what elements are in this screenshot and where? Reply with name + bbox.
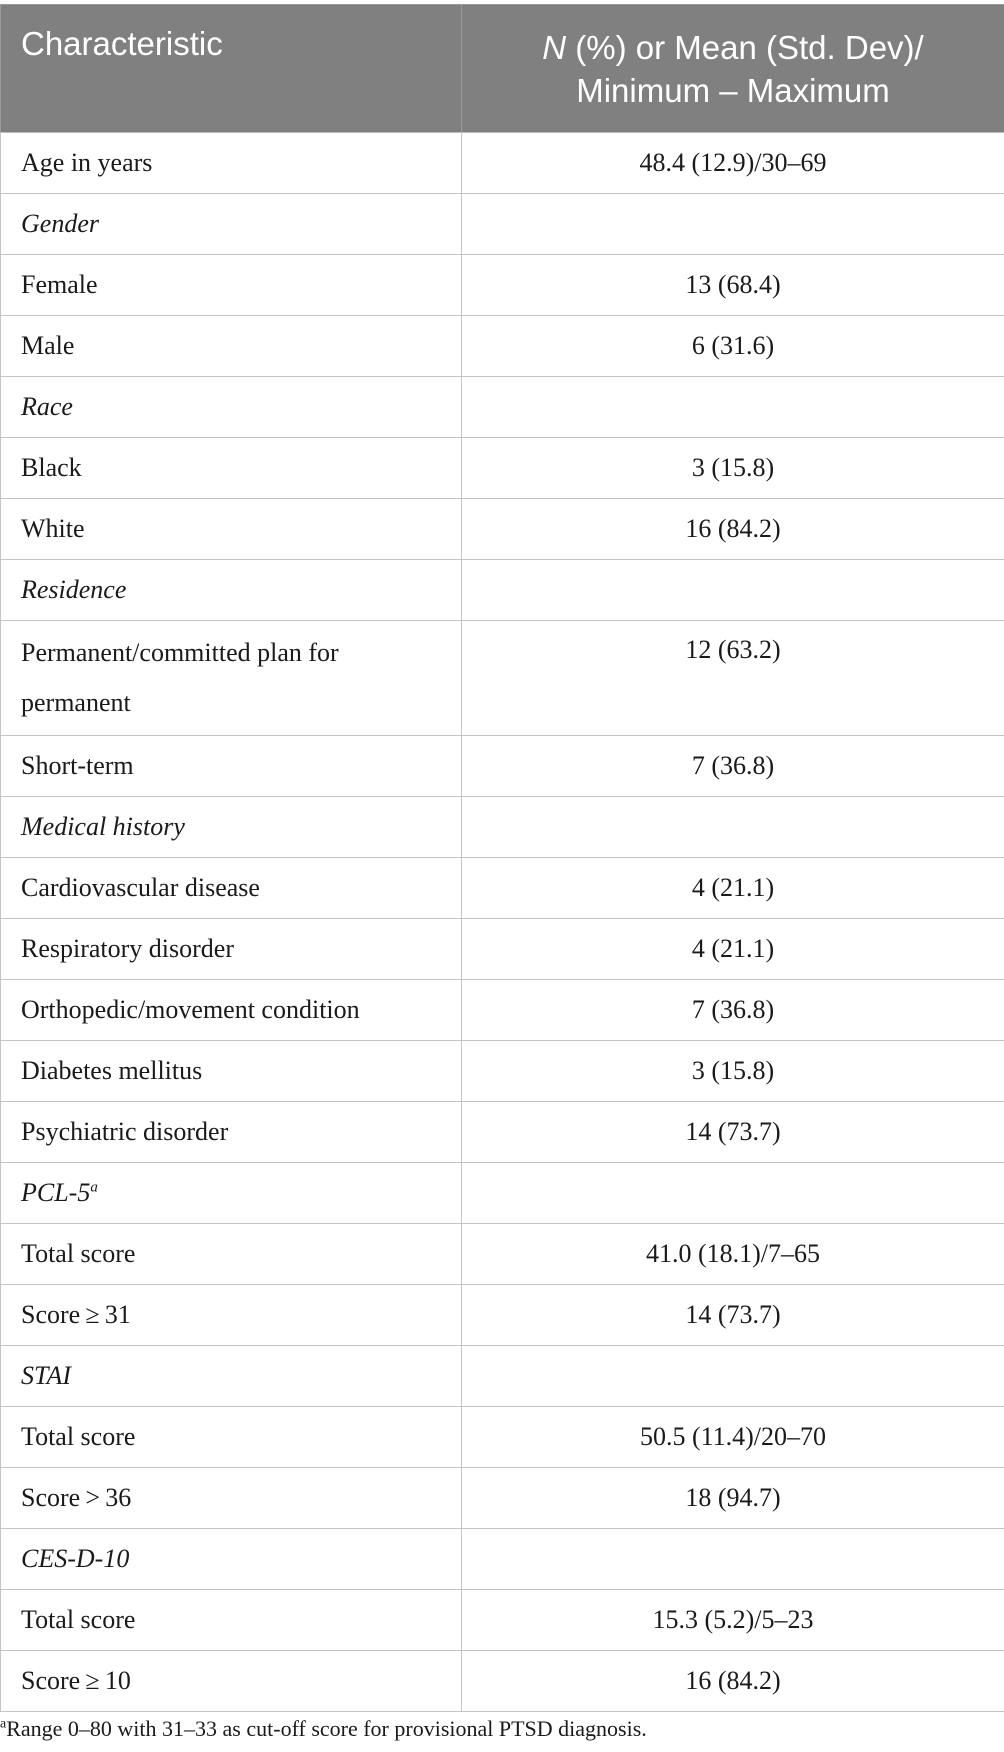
category-row [1, 797, 1004, 858]
row-label: White [1, 499, 462, 560]
category-row [1, 1163, 1004, 1224]
table-row [1, 1651, 1004, 1712]
row-label: Black [1, 438, 462, 499]
header-row [1, 5, 1004, 133]
table-row [1, 255, 1004, 316]
category-label: Gender [1, 194, 462, 255]
row-value: 3 (15.8) [462, 438, 1004, 499]
row-label: Psychiatric disorder [1, 1102, 462, 1163]
characteristics-table-container [0, 4, 1004, 1712]
category-label-text: PCL-5 [21, 1178, 91, 1207]
table-row [1, 1041, 1004, 1102]
row-value: 41.0 (18.1)/7–65 [462, 1224, 1004, 1285]
category-label: CES-D-10 [1, 1529, 462, 1590]
table-row [1, 1468, 1004, 1529]
category-label [1, 1163, 462, 1224]
table-row [1, 919, 1004, 980]
header-statistic [462, 5, 1004, 133]
row-value [462, 797, 1004, 858]
row-label: Cardiovascular disease [1, 858, 462, 919]
table-footnote [0, 1714, 647, 1744]
row-label: Age in years [1, 133, 462, 194]
header-characteristic: Characteristic [1, 5, 462, 133]
category-row [1, 1529, 1004, 1590]
table-row [1, 438, 1004, 499]
table-row [1, 980, 1004, 1041]
row-value [462, 377, 1004, 438]
row-value: 16 (84.2) [462, 1651, 1004, 1712]
row-value [462, 1529, 1004, 1590]
header-stat-line1: (%) or Mean (Std. Dev)/ [566, 28, 924, 66]
category-label: Medical history [1, 797, 462, 858]
table-row [1, 736, 1004, 797]
category-label: STAI [1, 1346, 462, 1407]
row-value: 3 (15.8) [462, 1041, 1004, 1102]
row-value [462, 1163, 1004, 1224]
row-label: Male [1, 316, 462, 377]
table-row [1, 858, 1004, 919]
category-label: Residence [1, 560, 462, 621]
row-label [1, 621, 462, 736]
table-row [1, 1224, 1004, 1285]
row-value [462, 560, 1004, 621]
row-value [462, 1346, 1004, 1407]
table-row [1, 1285, 1004, 1346]
table-row [1, 1590, 1004, 1651]
row-label-text: Permanent/committed plan for permanent [21, 638, 339, 717]
table-row [1, 499, 1004, 560]
row-label: Score ≥ 10 [1, 1651, 462, 1712]
category-row [1, 560, 1004, 621]
footnote-text: Range 0–80 with 31–33 as cut-off score for provisional PTSD diagnosis. [6, 1716, 647, 1741]
category-label: Race [1, 377, 462, 438]
row-label: Orthopedic/movement condition [1, 980, 462, 1041]
row-label: Respiratory disorder [1, 919, 462, 980]
table-row [1, 1407, 1004, 1468]
row-label: Total score [1, 1590, 462, 1651]
row-value: 50.5 (11.4)/20–70 [462, 1407, 1004, 1468]
table-row [1, 621, 1004, 736]
row-label: Score > 36 [1, 1468, 462, 1529]
category-row [1, 194, 1004, 255]
row-label: Female [1, 255, 462, 316]
header-n: N [542, 28, 567, 66]
row-value: 48.4 (12.9)/30–69 [462, 133, 1004, 194]
row-value: 4 (21.1) [462, 858, 1004, 919]
row-label: Total score [1, 1224, 462, 1285]
row-value: 13 (68.4) [462, 255, 1004, 316]
table-row [1, 316, 1004, 377]
row-label: Score ≥ 31 [1, 1285, 462, 1346]
category-row [1, 1346, 1004, 1407]
row-value: 15.3 (5.2)/5–23 [462, 1590, 1004, 1651]
row-value: 12 (63.2) [462, 621, 1004, 736]
row-value: 14 (73.7) [462, 1102, 1004, 1163]
row-value: 18 (94.7) [462, 1468, 1004, 1529]
row-label: Short-term [1, 736, 462, 797]
row-value: 7 (36.8) [462, 980, 1004, 1041]
row-value: 7 (36.8) [462, 736, 1004, 797]
row-value: 14 (73.7) [462, 1285, 1004, 1346]
row-label: Diabetes mellitus [1, 1041, 462, 1102]
footnote-marker: a [90, 1179, 98, 1196]
characteristics-table [0, 4, 1004, 1712]
table-row [1, 1102, 1004, 1163]
footnote-mark: a [0, 1716, 7, 1732]
category-row [1, 377, 1004, 438]
row-value: 16 (84.2) [462, 499, 1004, 560]
row-value: 6 (31.6) [462, 316, 1004, 377]
row-label: Total score [1, 1407, 462, 1468]
row-value: 4 (21.1) [462, 919, 1004, 980]
row-value [462, 194, 1004, 255]
header-stat-line2: Minimum – Maximum [576, 71, 890, 109]
table-row [1, 133, 1004, 194]
